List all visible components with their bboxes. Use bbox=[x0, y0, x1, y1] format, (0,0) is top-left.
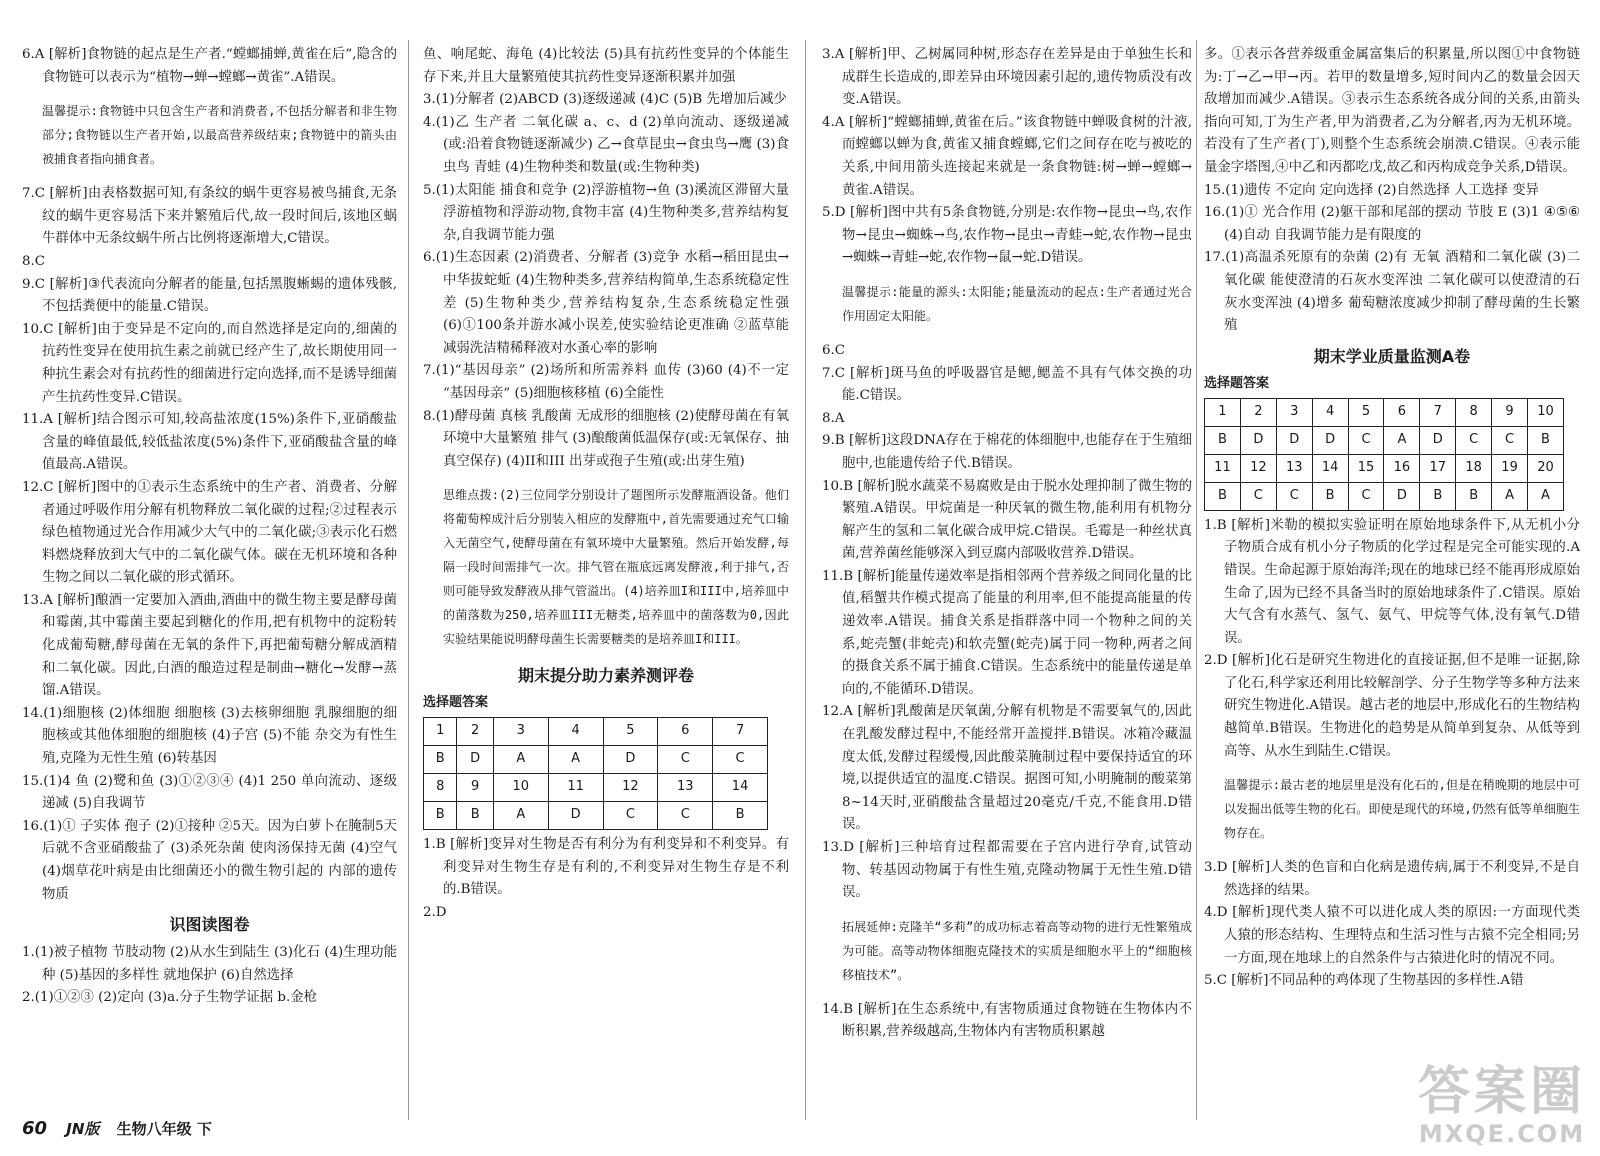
table-cell: A bbox=[493, 746, 548, 774]
answer-item: 16.(1)① 子实体 孢子 (2)①接种 ②5天。因为白萝卜在腌制5天后就不含亚硝酸盐了 (3)杀死杂菌 使肉汤保持无菌 (4)空气 (4)烟草花叶病是由比细菌还小的微生物引起的 内部的遗传物质 bbox=[22, 818, 397, 902]
table-cell: 20 bbox=[1528, 454, 1564, 482]
tip-box: 温馨提示:能量的源头:太阳能;能量流动的起点:生产者通过光合作用固定太阳能。 bbox=[842, 284, 1192, 323]
answer-item: 5.(1)太阳能 捕食和竞争 (2)浮游植物→鱼 (3)溪流区滞留大量浮游植物和浮游动物,食物丰富 (4)生物种类多,营养结构复杂,自我调节能力强 bbox=[423, 182, 789, 243]
answer-item: 4.D [解析]现代类人猿不可以进化成人类的原因:一方面现代类人猿的形态结构、生理特点和生活习性与古猿不完全相同;另一方面,现在地球上的自然条件与古猿进化时的情况不同。 bbox=[1204, 905, 1580, 966]
subheading: 选择题答案 bbox=[1204, 375, 1270, 391]
table-cell: 9 bbox=[457, 774, 493, 802]
subheading: 选择题答案 bbox=[423, 695, 489, 711]
table-cell: 2 bbox=[1240, 398, 1276, 426]
table-cell: C bbox=[1348, 426, 1384, 454]
table-cell: B bbox=[424, 802, 457, 830]
column-divider bbox=[408, 40, 409, 1120]
table-cell: 6 bbox=[658, 718, 713, 746]
answer-item: 3.A [解析]甲、乙树属同种树,形态存在差异是由于单独生长和成群生长造成的,即差异由环境因素引起的,遗传物质没有改变.A错误。 bbox=[822, 47, 1192, 108]
table-cell: A bbox=[1528, 482, 1564, 510]
table-cell: 2 bbox=[457, 718, 493, 746]
watermark-logo bbox=[1418, 1064, 1586, 1148]
table-cell: B bbox=[1456, 482, 1492, 510]
table-cell: B bbox=[1528, 426, 1564, 454]
table-cell: 18 bbox=[1456, 454, 1492, 482]
table-cell: B bbox=[1205, 482, 1241, 510]
section-heading: 期末提分助力素养测评卷 bbox=[517, 666, 694, 686]
page-number: 60 bbox=[22, 1118, 48, 1139]
table-cell: 16 bbox=[1384, 454, 1420, 482]
table-cell: D bbox=[1384, 482, 1420, 510]
answer-item: 1.B [解析]变异对生物是否有利分为有利变异和不利变异。有利变异对生物生存是有利的,不利变异对生物生存是不利的.B错误。 bbox=[423, 837, 789, 898]
table-row bbox=[424, 774, 768, 802]
table-cell: B bbox=[1205, 426, 1241, 454]
table-cell: 17 bbox=[1420, 454, 1456, 482]
edition-label: JN版 bbox=[66, 1120, 100, 1138]
table-cell: 1 bbox=[1205, 398, 1241, 426]
table-cell: 5 bbox=[603, 718, 658, 746]
answer-item: 11.B [解析]能量传递效率是指相邻两个营养级之间同化量的比值,稻蟹共作模式提高了能量的利用率,但不能提高能量的传递效率.A错误。捕食关系是指群落中同一个物种之间的关系,蛇壳蟹(非蛇壳)和软壳蟹(蛇壳)属于同一物种,两者之间的摄食关系不属于捕食.C错误。生态系统中的能量传递是单向的,不能循环.D错误。 bbox=[822, 568, 1192, 697]
column-3 bbox=[822, 44, 1192, 1044]
answer-item: 多。①表示各营养级重金属富集后的积累量,所以图①中食物链为:丁→乙→甲→丙。若甲的数量增多,短时间内乙的数量会因天敌增加而减少.A错误。③表示生态系统各成分间的关系,由箭头指向可知,丁为生产者,甲为消费者,乙为分解者,丙为无机环境。若没有了生产者(丁),则整个生态系统会崩溃.C错误。④表示能量金字塔图,④中乙和丙都吃戊,故乙和丙构成竞争关系,D错误。 bbox=[1204, 47, 1580, 175]
table-cell: 7 bbox=[713, 718, 768, 746]
table-cell: 10 bbox=[1528, 398, 1564, 426]
table-row bbox=[424, 802, 768, 830]
table-row bbox=[1205, 454, 1564, 482]
table-cell: D bbox=[1312, 426, 1348, 454]
answer-item: 12.A [解析]乳酸菌是厌氧菌,分解有机物是不需要氧气的,因此在乳酸发酵过程中,不能经常开盖搅拌.B错误。冰箱冷藏温度太低,发酵过程缓慢,因此酸菜腌制过程中要保持适宜的环境,以提供适宜的温度.C错误。据图可知,小明腌制的酸菜第8~14天时,亚硝酸盐含量超过20毫克/千克,不能食用.D错误。 bbox=[822, 704, 1192, 833]
table-cell: 10 bbox=[493, 774, 548, 802]
answer-item: 2.D [解析]化石是研究生物进化的直接证据,但不是唯一证据,除了化石,科学家还利用比较解剖学、分子生物学等多种方法来研究生物进化.A错误。越古老的地层中,形成化石的生物结构越简单.B错误。生物进化的趋势是从简单到复杂、从低等到高等、从水生到陆生.C错误。 bbox=[1204, 653, 1580, 759]
table-cell: 12 bbox=[603, 774, 658, 802]
answer-item: 16.(1)① 光合作用 (2)躯干部和尾部的摆动 节肢 E (3)1 ④⑤⑥ (4)自动 自我调节能力是有限度的 bbox=[1204, 205, 1580, 243]
table-cell: B bbox=[713, 802, 768, 830]
section-heading: 期末学业质量监测A卷 bbox=[1313, 346, 1471, 366]
column-4 bbox=[1204, 44, 1580, 993]
answer-item: 17.(1)高温杀死原有的杂菌 (2)有 无氧 酒精和二氧化碳 (3)二氧化碳 能使澄清的石灰水变浑浊 二氧化碳可以使澄清的石灰水变浑浊 (4)增多 葡萄糖浓度减少抑制了酵母菌的生长繁殖 bbox=[1204, 250, 1580, 334]
table-cell: A bbox=[1492, 482, 1528, 510]
answer-item: 14.B [解析]在生态系统中,有害物质通过食物链在生物体内不断积累,营养级越高,生物体内有害物质积累越 bbox=[822, 1001, 1192, 1040]
answer-item: 14.(1)细胞核 (2)体细胞 细胞核 (3)去核卵细胞 乳腺细胞的细胞核或其他体细胞的细胞核 (4)子宫 (5)不能 杂交为有性生殖,克隆为无性生殖 (6)转基因 bbox=[22, 705, 397, 767]
table-row bbox=[424, 718, 768, 746]
table-cell: C bbox=[603, 802, 658, 830]
table-cell: D bbox=[1276, 426, 1312, 454]
table-cell: 13 bbox=[658, 774, 713, 802]
subject-label: 生物八年级 下 bbox=[116, 1120, 212, 1138]
watermark-url: MXQE.COM bbox=[1418, 1120, 1586, 1148]
page-footer bbox=[22, 1118, 212, 1139]
table-cell: C bbox=[713, 746, 768, 774]
column-divider bbox=[1196, 40, 1197, 1120]
table-row bbox=[1205, 482, 1564, 510]
tip-box: 拓展延伸:克隆羊“多莉”的成功标志着高等动物的进行无性繁殖成为可能。高等动物体细胞克隆技术的实质是细胞水平上的“细胞核移植技术”。 bbox=[842, 919, 1192, 982]
table-cell: 1 bbox=[424, 718, 457, 746]
answer-item: 6.A [解析]食物链的起点是生产者.“螳螂捕蝉,黄雀在后”,隐含的食物链可以表示为“植物→蝉→螳螂→黄雀”.A错误。 bbox=[22, 47, 397, 85]
table-cell: C bbox=[658, 802, 713, 830]
answer-item: 8.C bbox=[22, 253, 46, 269]
table-row bbox=[424, 746, 768, 774]
table-cell: B bbox=[1420, 482, 1456, 510]
answer-table bbox=[1204, 398, 1564, 511]
table-cell: 11 bbox=[1205, 454, 1241, 482]
table-cell: C bbox=[1276, 482, 1312, 510]
section-heading: 识图读图卷 bbox=[169, 915, 250, 935]
answer-item: 10.B [解析]脱水蔬菜不易腐败是由于脱水处理抑制了微生物的繁殖.A错误。甲烷菌是一种厌氧的微生物,能利用有机物分解产生的氢和二氧化碳合成甲烷.C错误。毛霉是一种丝状真菌,营养菌丝能够深入到豆腐内部吸收营养.D错误。 bbox=[822, 478, 1192, 562]
answer-item: 15.(1)遗传 不定向 定向选择 (2)自然选择 人工选择 变异 bbox=[1204, 182, 1539, 198]
table-cell: 14 bbox=[713, 774, 768, 802]
table-cell: 3 bbox=[1276, 398, 1312, 426]
table-cell: 3 bbox=[493, 718, 548, 746]
answer-item: 1.B [解析]米勒的模拟实验证明在原始地球条件下,从无机小分子物质合成有机小分子物质的化学过程是完全可能实现的.A错误。生命起源于原始海洋;现在的地球已经不能再形成原始生命了,因为已经不具备当时的原始地球条件了.C错误。原始大气含有水蒸气、氢气、氨气、甲烷等气体,没有氧气.D错误。 bbox=[1204, 517, 1580, 646]
tip-box: 温馨提示:最古老的地层里是没有化石的,但是在稍晚期的地层中可以发掘出低等生物的化石。即使是现代的环境,仍然有低等单细胞生物存在。 bbox=[1224, 778, 1580, 841]
answer-item: 10.C [解析]由于变异是不定向的,而自然选择是定向的,细菌的抗药性变异在使用抗生素之前就已经产生了,故长期使用同一种抗生素会对有抗药性的细菌进行定向选择,而不是诱导细菌产生抗药性变异.C错误。 bbox=[22, 321, 397, 405]
answer-item: 3.D [解析]人类的色盲和白化病是遗传病,属于不利变异,不是自然选择的结果。 bbox=[1204, 860, 1580, 898]
answer-item: 9.C [解析]③代表流向分解者的能量,包括黑腹蜥蜴的遗体残骸,不包括粪便中的能量.C错误。 bbox=[22, 276, 397, 315]
answer-item: 7.(1)“基因母亲” (2)场所和所需养料 血传 (3)60 (4)不一定 “基因母亲” (5)细胞核移植 (6)全能性 bbox=[423, 363, 789, 401]
answer-item: 4.(1)乙 生产者 二氧化碳 a、c、d (2)单向流动、逐级递减(或:沿着食物链逐渐减少) 乙→食草昆虫→食虫鸟→鹰 (3)食虫鸟 青蛙 (4)生物种类和数量(或:生物种类) bbox=[423, 114, 789, 175]
table-cell: D bbox=[603, 746, 658, 774]
answer-item: 4.A [解析]“螳螂捕蝉,黄雀在后。”该食物链中蝉吸食树的汁液,而螳螂以蝉为食,黄雀又捕食螳螂,它们之间存在吃与被吃的关系,中间用箭头连接起来就是一条食物链:树→蝉→螳螂→黄雀.A错误。 bbox=[822, 114, 1192, 198]
tip-box: 温馨提示:食物链中只包含生产者和消费者,不包括分解者和非生物部分;食物链以生产者开始,以最高营养级结束;食物链中的箭头由被捕食者指向捕食者。 bbox=[42, 104, 397, 167]
answer-item: 8.A bbox=[822, 410, 845, 426]
table-cell: A bbox=[1384, 426, 1420, 454]
table-cell: 11 bbox=[548, 774, 603, 802]
table-cell: 6 bbox=[1384, 398, 1420, 426]
answer-item: 5.D [解析]图中共有5条食物链,分别是:农作物→昆虫→鸟,农作物→昆虫→蜘蛛→鸟,农作物→昆虫→青蛙→蛇,农作物→昆虫→蜘蛛→青蛙→蛇,农作物→鼠→蛇.D错误。 bbox=[822, 205, 1192, 266]
table-cell: D bbox=[457, 746, 493, 774]
table-cell: 8 bbox=[424, 774, 457, 802]
table-cell: 12 bbox=[1240, 454, 1276, 482]
answer-item: 13.A [解析]酿酒一定要加入酒曲,酒曲中的微生物主要是酵母菌和霉菌,其中霉菌主要起到糖化的作用,把有机物中的淀粉转化成葡萄糖,酵母菌在无氧的条件下,再把葡萄糖分解成酒精和二氧化碳。因此,白酒的酿造过程是制曲→糖化→发酵→蒸馏.A错误。 bbox=[22, 592, 397, 699]
table-cell: D bbox=[548, 802, 603, 830]
column-divider bbox=[805, 40, 806, 1120]
table-cell: 9 bbox=[1492, 398, 1528, 426]
table-cell: 19 bbox=[1492, 454, 1528, 482]
table-cell: 4 bbox=[548, 718, 603, 746]
answer-item: 5.C [解析]不同品种的鸡体现了生物基因的多样性.A错 bbox=[1204, 973, 1524, 989]
table-cell: B bbox=[457, 802, 493, 830]
answer-item: 6.C bbox=[822, 342, 846, 358]
table-row bbox=[1205, 398, 1564, 426]
table-cell: C bbox=[1348, 482, 1384, 510]
table-cell: B bbox=[1312, 482, 1348, 510]
table-cell: 7 bbox=[1420, 398, 1456, 426]
answer-item: 7.C [解析]由表格数据可知,有条纹的蜗牛更容易被鸟捕食,无条纹的蜗牛更容易活下来并繁殖后代,故一段时间后,该地区蜗牛群体中无条纹蜗牛所占比例将逐渐增大,C错误。 bbox=[22, 186, 397, 247]
answer-item: 7.C [解析]斑马鱼的呼吸器官是鳃,鳃盖不具有气体交换的功能.C错误。 bbox=[822, 365, 1192, 404]
table-cell: 8 bbox=[1456, 398, 1492, 426]
answer-item: 2.(1)①②③ (2)定向 (3)a.分子生物学证据 b.金枪 bbox=[22, 990, 317, 1006]
answer-item: 11.A [解析]结合图示可知,较高盐浓度(15%)条件下,亚硝酸盐含量的峰值最低,较低盐浓度(5%)条件下,亚硝酸盐含量的峰值最高.A错误。 bbox=[22, 412, 397, 473]
watermark-text: 答案圈 bbox=[1417, 1062, 1586, 1122]
tip-box: 思维点拨:(2)三位同学分别设计了题图所示发酵瓶酒设备。他们将葡萄榨成汁后分别装入相应的发酵瓶中,首先需要通过充气口输入无菌空气,使酵母菌在有氧环境中大量繁殖。然后开始发酵,每隔一段时间需排气一次。排气管在瓶底远离发酵液,利于排气,否则可能导致发酵液从排气管溢出。(4)培养皿I和III中,培养皿中的菌落数为250,培养皿III无糖类,培养皿中的菌落数为0,因此实验结果能说明酵母菌生长需要糖类的是培养皿I和III。 bbox=[443, 488, 789, 647]
answer-table bbox=[423, 717, 768, 830]
answer-item: 8.(1)酵母菌 真核 乳酸菌 无成形的细胞核 (2)使酵母菌在有氧环境中大量繁殖 排气 (3)酿酸菌低温保存(或:无氧保存、抽真空保存) (4)II和III 出芽或孢子生殖(或:出芽生殖) bbox=[423, 408, 789, 469]
answer-item: 12.C [解析]图中的①表示生态系统中的生产者、消费者、分解者通过呼吸作用分解有机物释放二氧化碳的过程;②过程表示绿色植物通过光合作用减少大气中的二氧化碳;③表示化石燃料燃烧释放到大气中的二氧化碳气体。碳在无机环境和各种生物之间以二氧化碳的形式循环。 bbox=[22, 479, 397, 586]
table-cell: B bbox=[424, 746, 457, 774]
table-cell: D bbox=[1420, 426, 1456, 454]
table-cell: A bbox=[548, 746, 603, 774]
table-row bbox=[1205, 426, 1564, 454]
table-cell: C bbox=[658, 746, 713, 774]
table-cell: 4 bbox=[1312, 398, 1348, 426]
answer-item: 鱼、响尾蛇、海龟 (4)比较法 (5)具有抗药性变异的个体能生存下来,并且大量繁殖使其抗药性变异逐渐积累并加强 bbox=[423, 47, 789, 85]
answer-item: 6.(1)生态因素 (2)消费者、分解者 (3)竞争 水稻→稻田昆虫→中华拔蛇蚯 (4)生物种类多,营养结构简单,生态系统稳定性差 (5)生物种类少,营养结构复杂,生态系统稳定性强 (6)①100条并游水减小误差,使实验结论更准确 ②蓝草能减弱洗洁精稀释液对水蚤心率的影响 bbox=[423, 250, 789, 356]
table-cell: D bbox=[1240, 426, 1276, 454]
answer-item: 13.D [解析]三种培育过程都需要在子宫内进行孕育,试管动物、转基因动物属于有性生殖,克隆动物属于无性生殖.D错误。 bbox=[822, 840, 1192, 901]
answer-item: 15.(1)4 鱼 (2)鹭和鱼 (3)①②③④ (4)1 250 单向流动、逐级递减 (5)自我调节 bbox=[22, 773, 397, 812]
table-cell: C bbox=[1240, 482, 1276, 510]
answer-item: 3.(1)分解者 (2)ABCD (3)逐级递减 (4)C (5)B 先增加后减少 bbox=[423, 92, 787, 108]
column-2 bbox=[423, 44, 789, 925]
column-1 bbox=[22, 44, 397, 1010]
answer-item: 1.(1)被子植物 节肢动物 (2)从水生到陆生 (3)化石 (4)生理功能 种 (5)基因的多样性 就地保护 (6)自然选择 bbox=[22, 945, 397, 983]
answer-item: 2.D bbox=[423, 905, 447, 921]
table-cell: 13 bbox=[1276, 454, 1312, 482]
table-cell: 5 bbox=[1348, 398, 1384, 426]
answer-item: 9.B [解析]这段DNA存在于棉花的体细胞中,也能存在于生殖细胞中,也能遗传给子代.B错误。 bbox=[822, 433, 1192, 471]
table-cell: A bbox=[493, 802, 548, 830]
table-cell: 14 bbox=[1312, 454, 1348, 482]
table-cell: 15 bbox=[1348, 454, 1384, 482]
table-cell: C bbox=[1492, 426, 1528, 454]
table-cell: C bbox=[1456, 426, 1492, 454]
